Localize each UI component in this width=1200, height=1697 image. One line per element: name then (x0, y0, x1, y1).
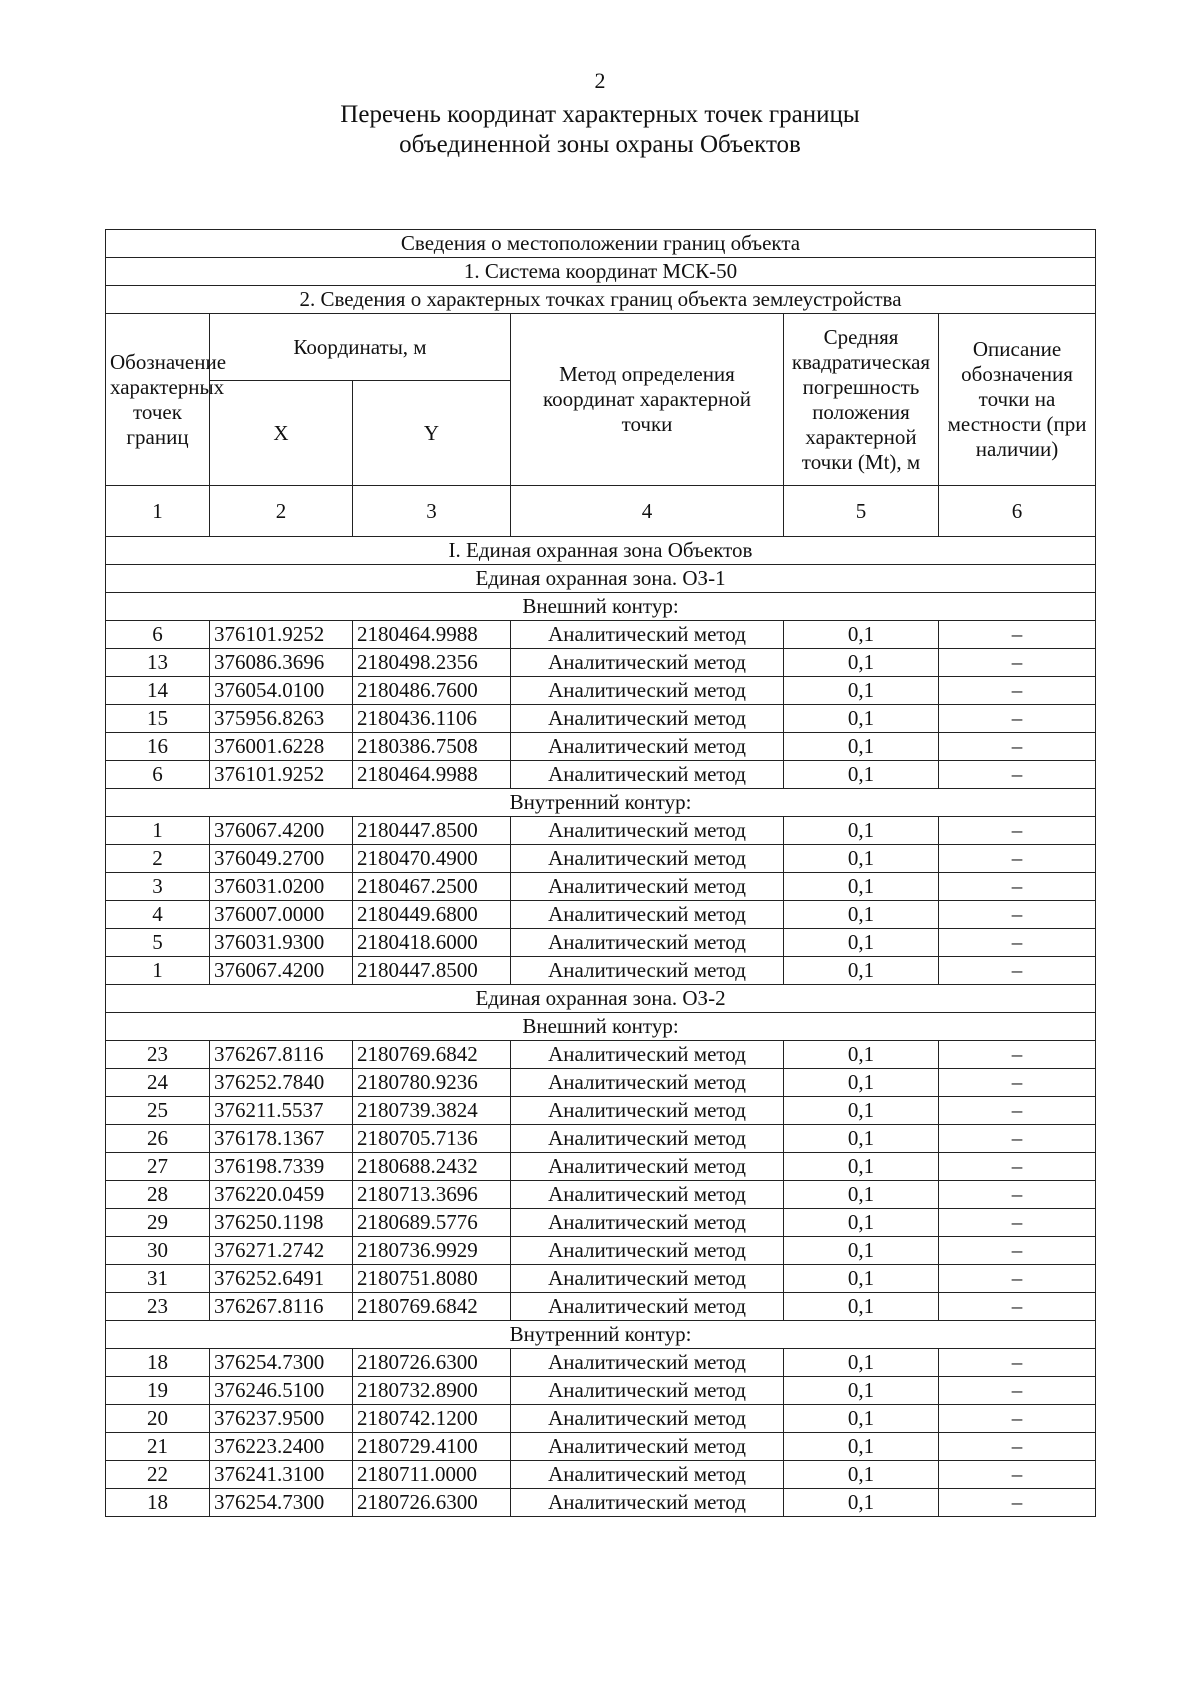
error-cell: 0,1 (784, 1461, 939, 1489)
method-cell: Аналитический метод (511, 1265, 784, 1293)
x-coordinate-cell: 376178.1367 (210, 1125, 353, 1153)
point-number-cell: 21 (106, 1433, 210, 1461)
description-cell: – (939, 1405, 1096, 1433)
point-number-cell: 30 (106, 1237, 210, 1265)
point-number-cell: 29 (106, 1209, 210, 1237)
method-cell: Аналитический метод (511, 1041, 784, 1069)
error-cell: 0,1 (784, 817, 939, 845)
error-cell: 0,1 (784, 705, 939, 733)
contour-title-row (106, 1321, 1096, 1349)
point-number-cell: 18 (106, 1489, 210, 1517)
point-number-cell: 22 (106, 1461, 210, 1489)
x-coordinate-cell: 376007.0000 (210, 901, 353, 929)
x-coordinate-cell: 376250.1198 (210, 1209, 353, 1237)
error-cell: 0,1 (784, 1181, 939, 1209)
header-row (106, 286, 1096, 314)
y-coordinate-cell: 2180726.6300 (353, 1349, 511, 1377)
x-coordinate-cell: 376271.2742 (210, 1237, 353, 1265)
description-cell: – (939, 845, 1096, 873)
point-number-cell: 26 (106, 1125, 210, 1153)
contour-title-row (106, 789, 1096, 817)
y-coordinate-cell: 2180464.9988 (353, 761, 511, 789)
y-coordinate-cell: 2180705.7136 (353, 1125, 511, 1153)
error-cell: 0,1 (784, 1405, 939, 1433)
description-cell: – (939, 733, 1096, 761)
method-cell: Аналитический метод (511, 1237, 784, 1265)
column-number: 1 (106, 486, 210, 537)
header-row (106, 230, 1096, 258)
method-cell: Аналитический метод (511, 1489, 784, 1517)
header-row-1: Сведения о местоположении границ объекта (106, 230, 1096, 258)
contour-title-row (106, 1013, 1096, 1041)
table-row (106, 1489, 1096, 1517)
table-row (106, 1153, 1096, 1181)
point-number-cell: 6 (106, 761, 210, 789)
y-coordinate-cell: 2180729.4100 (353, 1433, 511, 1461)
y-coordinate-cell: 2180436.1106 (353, 705, 511, 733)
description-cell: – (939, 1069, 1096, 1097)
x-coordinate-cell: 376001.6228 (210, 733, 353, 761)
description-cell: – (939, 1433, 1096, 1461)
x-coordinate-cell: 376252.7840 (210, 1069, 353, 1097)
error-cell: 0,1 (784, 1433, 939, 1461)
x-coordinate-cell: 376086.3696 (210, 649, 353, 677)
error-cell: 0,1 (784, 1069, 939, 1097)
method-cell: Аналитический метод (511, 1433, 784, 1461)
col-coords-header: Координаты, м (210, 314, 511, 381)
method-cell: Аналитический метод (511, 1153, 784, 1181)
header-row-2: 1. Система координат МСК-50 (106, 258, 1096, 286)
table-row (106, 1433, 1096, 1461)
x-coordinate-cell: 376198.7339 (210, 1153, 353, 1181)
method-cell: Аналитический метод (511, 1181, 784, 1209)
table-row (106, 761, 1096, 789)
contour-title: Внутренний контур: (106, 789, 1096, 817)
description-cell: – (939, 677, 1096, 705)
point-number-cell: 13 (106, 649, 210, 677)
method-cell: Аналитический метод (511, 873, 784, 901)
x-coordinate-cell: 376254.7300 (210, 1349, 353, 1377)
y-coordinate-cell: 2180486.7600 (353, 677, 511, 705)
col-error-header: Средняя квадратическая погрешность положения характерной точки (Mt), м (784, 314, 939, 486)
point-number-cell: 20 (106, 1405, 210, 1433)
y-coordinate-cell: 2180713.3696 (353, 1181, 511, 1209)
method-cell: Аналитический метод (511, 1349, 784, 1377)
y-coordinate-cell: 2180711.0000 (353, 1461, 511, 1489)
table-row (106, 1181, 1096, 1209)
method-cell: Аналитический метод (511, 677, 784, 705)
method-cell: Аналитический метод (511, 621, 784, 649)
table-row (106, 1209, 1096, 1237)
point-number-cell: 2 (106, 845, 210, 873)
method-cell: Аналитический метод (511, 1209, 784, 1237)
table-row (106, 1237, 1096, 1265)
table-row (106, 1265, 1096, 1293)
header-row (106, 258, 1096, 286)
col-method-header: Метод определения координат характерной точки (511, 314, 784, 486)
description-cell: – (939, 929, 1096, 957)
table-row (106, 1377, 1096, 1405)
table-row (106, 817, 1096, 845)
error-cell: 0,1 (784, 733, 939, 761)
zone-title-row (106, 985, 1096, 1013)
description-cell: – (939, 957, 1096, 985)
y-coordinate-cell: 2180742.1200 (353, 1405, 511, 1433)
header-row-3: 2. Сведения о характерных точках границ объекта землеустройства (106, 286, 1096, 314)
point-number-cell: 1 (106, 817, 210, 845)
table-row (106, 901, 1096, 929)
col-point-header: Обозначение характерных точек границ (106, 314, 210, 486)
error-cell: 0,1 (784, 649, 939, 677)
section-title: I. Единая охранная зона Объектов (106, 537, 1096, 565)
page-number: 2 (594, 68, 606, 93)
section-row (106, 537, 1096, 565)
x-coordinate-cell: 376067.4200 (210, 817, 353, 845)
method-cell: Аналитический метод (511, 929, 784, 957)
x-coordinate-cell: 376211.5537 (210, 1097, 353, 1125)
table-row (106, 1069, 1096, 1097)
y-coordinate-cell: 2180418.6000 (353, 929, 511, 957)
y-coordinate-cell: 2180780.9236 (353, 1069, 511, 1097)
point-number-cell: 23 (106, 1293, 210, 1321)
y-coordinate-cell: 2180732.8900 (353, 1377, 511, 1405)
table-row (106, 1097, 1096, 1125)
x-coordinate-cell: 376237.9500 (210, 1405, 353, 1433)
table-row (106, 649, 1096, 677)
y-coordinate-cell: 2180689.5776 (353, 1209, 511, 1237)
error-cell: 0,1 (784, 621, 939, 649)
point-number-cell: 31 (106, 1265, 210, 1293)
table-row (106, 1349, 1096, 1377)
error-cell: 0,1 (784, 957, 939, 985)
column-number: 3 (353, 486, 511, 537)
x-coordinate-cell: 375956.8263 (210, 705, 353, 733)
description-cell: – (939, 1041, 1096, 1069)
description-cell: – (939, 1489, 1096, 1517)
point-number-cell: 27 (106, 1153, 210, 1181)
x-coordinate-cell: 376241.3100 (210, 1461, 353, 1489)
title-line-2: объединенной зоны охраны Объектов (399, 131, 801, 158)
error-cell: 0,1 (784, 761, 939, 789)
error-cell: 0,1 (784, 1489, 939, 1517)
description-cell: – (939, 1125, 1096, 1153)
y-coordinate-cell: 2180470.4900 (353, 845, 511, 873)
x-coordinate-cell: 376267.8116 (210, 1293, 353, 1321)
error-cell: 0,1 (784, 1097, 939, 1125)
y-coordinate-cell: 2180447.8500 (353, 817, 511, 845)
table-row (106, 677, 1096, 705)
error-cell: 0,1 (784, 1041, 939, 1069)
error-cell: 0,1 (784, 1237, 939, 1265)
description-cell: – (939, 1209, 1096, 1237)
column-number-row (106, 486, 1096, 537)
x-coordinate-cell: 376049.2700 (210, 845, 353, 873)
description-cell: – (939, 621, 1096, 649)
description-cell: – (939, 1293, 1096, 1321)
table-row (106, 1293, 1096, 1321)
y-coordinate-cell: 2180769.6842 (353, 1293, 511, 1321)
y-coordinate-cell: 2180447.8500 (353, 957, 511, 985)
table-row (106, 621, 1096, 649)
description-cell: – (939, 1097, 1096, 1125)
column-number: 2 (210, 486, 353, 537)
table-row (106, 733, 1096, 761)
point-number-cell: 4 (106, 901, 210, 929)
description-cell: – (939, 649, 1096, 677)
document-title (0, 100, 1200, 160)
description-cell: – (939, 1265, 1096, 1293)
x-coordinate-cell: 376031.0200 (210, 873, 353, 901)
error-cell: 0,1 (784, 929, 939, 957)
column-header-row (106, 314, 1096, 381)
error-cell: 0,1 (784, 1153, 939, 1181)
description-cell: – (939, 1461, 1096, 1489)
zone-title: Единая охранная зона. ОЗ-2 (106, 985, 1096, 1013)
point-number-cell: 14 (106, 677, 210, 705)
x-coordinate-cell: 376220.0459 (210, 1181, 353, 1209)
y-coordinate-cell: 2180467.2500 (353, 873, 511, 901)
point-number-cell: 28 (106, 1181, 210, 1209)
error-cell: 0,1 (784, 677, 939, 705)
point-number-cell: 24 (106, 1069, 210, 1097)
y-coordinate-cell: 2180739.3824 (353, 1097, 511, 1125)
description-cell: – (939, 873, 1096, 901)
x-coordinate-cell: 376252.6491 (210, 1265, 353, 1293)
point-number-cell: 1 (106, 957, 210, 985)
table-row (106, 957, 1096, 985)
y-coordinate-cell: 2180498.2356 (353, 649, 511, 677)
contour-title: Внешний контур: (106, 1013, 1096, 1041)
description-cell: – (939, 1349, 1096, 1377)
method-cell: Аналитический метод (511, 957, 784, 985)
point-number-cell: 25 (106, 1097, 210, 1125)
zone-title: Единая охранная зона. ОЗ-1 (106, 565, 1096, 593)
method-cell: Аналитический метод (511, 705, 784, 733)
description-cell: – (939, 1377, 1096, 1405)
method-cell: Аналитический метод (511, 1405, 784, 1433)
method-cell: Аналитический метод (511, 761, 784, 789)
y-coordinate-cell: 2180449.6800 (353, 901, 511, 929)
x-coordinate-cell: 376067.4200 (210, 957, 353, 985)
error-cell: 0,1 (784, 845, 939, 873)
col-x-header: X (210, 381, 353, 486)
method-cell: Аналитический метод (511, 817, 784, 845)
table-row (106, 1461, 1096, 1489)
method-cell: Аналитический метод (511, 1069, 784, 1097)
column-number: 6 (939, 486, 1096, 537)
x-coordinate-cell: 376254.7300 (210, 1489, 353, 1517)
column-number: 4 (511, 486, 784, 537)
error-cell: 0,1 (784, 1293, 939, 1321)
description-cell: – (939, 761, 1096, 789)
method-cell: Аналитический метод (511, 1097, 784, 1125)
description-cell: – (939, 817, 1096, 845)
error-cell: 0,1 (784, 1349, 939, 1377)
method-cell: Аналитический метод (511, 1377, 784, 1405)
column-number: 5 (784, 486, 939, 537)
method-cell: Аналитический метод (511, 1293, 784, 1321)
table-row (106, 705, 1096, 733)
y-coordinate-cell: 2180464.9988 (353, 621, 511, 649)
x-coordinate-cell: 376054.0100 (210, 677, 353, 705)
error-cell: 0,1 (784, 901, 939, 929)
point-number-cell: 18 (106, 1349, 210, 1377)
point-number-cell: 23 (106, 1041, 210, 1069)
x-coordinate-cell: 376031.9300 (210, 929, 353, 957)
col-desc-header: Описание обозначения точки на местности (при наличии) (939, 314, 1096, 486)
point-number-cell: 19 (106, 1377, 210, 1405)
point-number-cell: 3 (106, 873, 210, 901)
method-cell: Аналитический метод (511, 845, 784, 873)
table-row (106, 929, 1096, 957)
x-coordinate-cell: 376101.9252 (210, 761, 353, 789)
point-number-cell: 15 (106, 705, 210, 733)
y-coordinate-cell: 2180386.7508 (353, 733, 511, 761)
y-coordinate-cell: 2180736.9929 (353, 1237, 511, 1265)
y-coordinate-cell: 2180688.2432 (353, 1153, 511, 1181)
contour-title: Внешний контур: (106, 593, 1096, 621)
x-coordinate-cell: 376267.8116 (210, 1041, 353, 1069)
x-coordinate-cell: 376223.2400 (210, 1433, 353, 1461)
description-cell: – (939, 1237, 1096, 1265)
title-line-1: Перечень координат характерных точек границы (340, 101, 860, 128)
point-number-cell: 5 (106, 929, 210, 957)
description-cell: – (939, 1153, 1096, 1181)
contour-title-row (106, 593, 1096, 621)
method-cell: Аналитический метод (511, 1461, 784, 1489)
method-cell: Аналитический метод (511, 1125, 784, 1153)
x-coordinate-cell: 376246.5100 (210, 1377, 353, 1405)
y-coordinate-cell: 2180726.6300 (353, 1489, 511, 1517)
zone-title-row (106, 565, 1096, 593)
y-coordinate-cell: 2180769.6842 (353, 1041, 511, 1069)
table-row (106, 845, 1096, 873)
table-row (106, 1125, 1096, 1153)
description-cell: – (939, 901, 1096, 929)
y-coordinate-cell: 2180751.8080 (353, 1265, 511, 1293)
table-row (106, 1041, 1096, 1069)
error-cell: 0,1 (784, 1265, 939, 1293)
col-y-header: Y (353, 381, 511, 486)
error-cell: 0,1 (784, 873, 939, 901)
description-cell: – (939, 705, 1096, 733)
error-cell: 0,1 (784, 1125, 939, 1153)
method-cell: Аналитический метод (511, 649, 784, 677)
error-cell: 0,1 (784, 1377, 939, 1405)
method-cell: Аналитический метод (511, 901, 784, 929)
point-number-cell: 16 (106, 733, 210, 761)
error-cell: 0,1 (784, 1209, 939, 1237)
table-row (106, 1405, 1096, 1433)
x-coordinate-cell: 376101.9252 (210, 621, 353, 649)
coordinates-table (105, 229, 1096, 1517)
contour-title: Внутренний контур: (106, 1321, 1096, 1349)
description-cell: – (939, 1181, 1096, 1209)
table-row (106, 873, 1096, 901)
method-cell: Аналитический метод (511, 733, 784, 761)
point-number-cell: 6 (106, 621, 210, 649)
